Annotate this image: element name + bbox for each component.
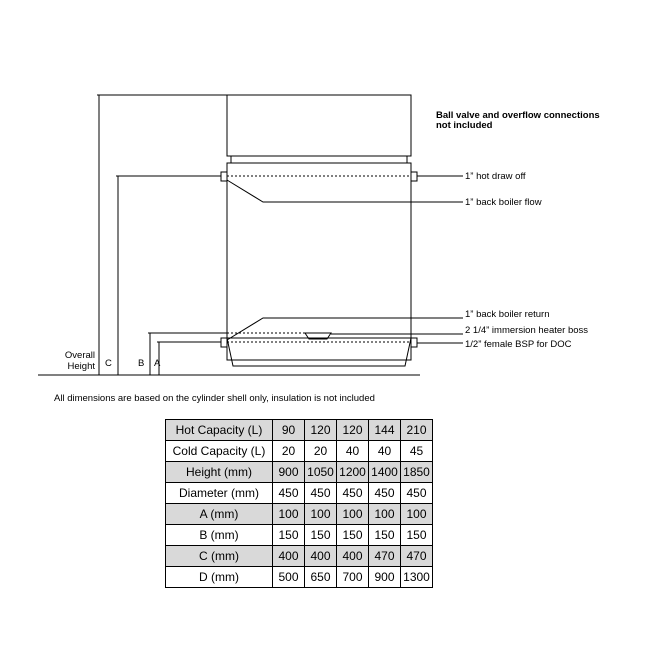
table-cell: 120 [337, 420, 369, 441]
table-cell: 150 [337, 525, 369, 546]
row-header: B (mm) [166, 525, 273, 546]
table-cell: 1050 [305, 462, 337, 483]
table-cell: 1300 [401, 567, 433, 588]
table-row [166, 420, 433, 441]
table-cell: 400 [273, 546, 305, 567]
dim-overall-label-2: Height [67, 361, 95, 372]
dim-b-label: B [138, 358, 145, 369]
table-cell: 150 [273, 525, 305, 546]
table-cell: 150 [305, 525, 337, 546]
table-cell: 400 [305, 546, 337, 567]
table-cell: 150 [401, 525, 433, 546]
cylinder-shell [227, 163, 411, 360]
table-cell: 900 [273, 462, 305, 483]
table-row [166, 546, 433, 567]
row-header: Hot Capacity (L) [166, 420, 273, 441]
label-back-boiler-flow: 1” back boiler flow [465, 197, 542, 208]
table-cell: 100 [273, 504, 305, 525]
hot-draw-off-connector [221, 172, 227, 181]
table-cell: 100 [305, 504, 337, 525]
table-cell: 700 [337, 567, 369, 588]
label-immersion-boss: 2 1/4” immersion heater boss [465, 325, 589, 336]
row-header: Cold Capacity (L) [166, 441, 273, 462]
table-cell: 650 [305, 567, 337, 588]
table-cell: 450 [369, 483, 401, 504]
table-cell: 90 [273, 420, 305, 441]
footnote: All dimensions are based on the cylinder shell only, insulation is not included [54, 393, 375, 404]
table-cell: 40 [369, 441, 401, 462]
table-cell: 450 [337, 483, 369, 504]
table-cell: 1200 [337, 462, 369, 483]
table-cell: 100 [401, 504, 433, 525]
table-cell: 210 [401, 420, 433, 441]
table-cell: 100 [337, 504, 369, 525]
table-cell: 100 [369, 504, 401, 525]
table-cell: 144 [369, 420, 401, 441]
label-hot-draw-off: 1” hot draw off [465, 171, 526, 182]
dim-a-label: A [154, 358, 161, 369]
table-cell: 20 [305, 441, 337, 462]
row-header: C (mm) [166, 546, 273, 567]
row-header: Height (mm) [166, 462, 273, 483]
table-row [166, 504, 433, 525]
table-cell: 900 [369, 567, 401, 588]
note-line-2: not included [436, 120, 493, 131]
table-cell: 500 [273, 567, 305, 588]
table-cell: 1850 [401, 462, 433, 483]
table-cell: 450 [305, 483, 337, 504]
table-cell: 120 [305, 420, 337, 441]
back-boiler-flow-connector [411, 172, 417, 181]
table-cell: 45 [401, 441, 433, 462]
back-boiler-return-connector [221, 338, 227, 347]
table-cell: 20 [273, 441, 305, 462]
row-header: D (mm) [166, 567, 273, 588]
table-cell: 400 [337, 546, 369, 567]
note-line-1: Ball valve and overflow connections [436, 110, 600, 121]
table-cell: 150 [369, 525, 401, 546]
table-row [166, 441, 433, 462]
label-female-bsp: 1/2” female BSP for DOC [465, 339, 572, 350]
table-cell: 450 [401, 483, 433, 504]
doc-connector [411, 338, 417, 347]
table-cell: 40 [337, 441, 369, 462]
table-cell: 470 [369, 546, 401, 567]
cylinder-top-box [227, 95, 411, 156]
table-cell: 1400 [369, 462, 401, 483]
row-header: Diameter (mm) [166, 483, 273, 504]
spec-table [165, 419, 433, 588]
back-boiler-flow-leader [227, 180, 463, 202]
table-cell: 450 [273, 483, 305, 504]
table-row [166, 567, 433, 588]
row-header: A (mm) [166, 504, 273, 525]
back-boiler-return-leader [227, 318, 463, 340]
label-back-boiler-return: 1” back boiler return [465, 309, 550, 320]
dim-overall-label-1: Overall [64, 350, 95, 361]
table-row [166, 483, 433, 504]
table-row [166, 525, 433, 546]
table-cell: 470 [401, 546, 433, 567]
dim-c-label: C [105, 358, 112, 369]
table-row [166, 462, 433, 483]
